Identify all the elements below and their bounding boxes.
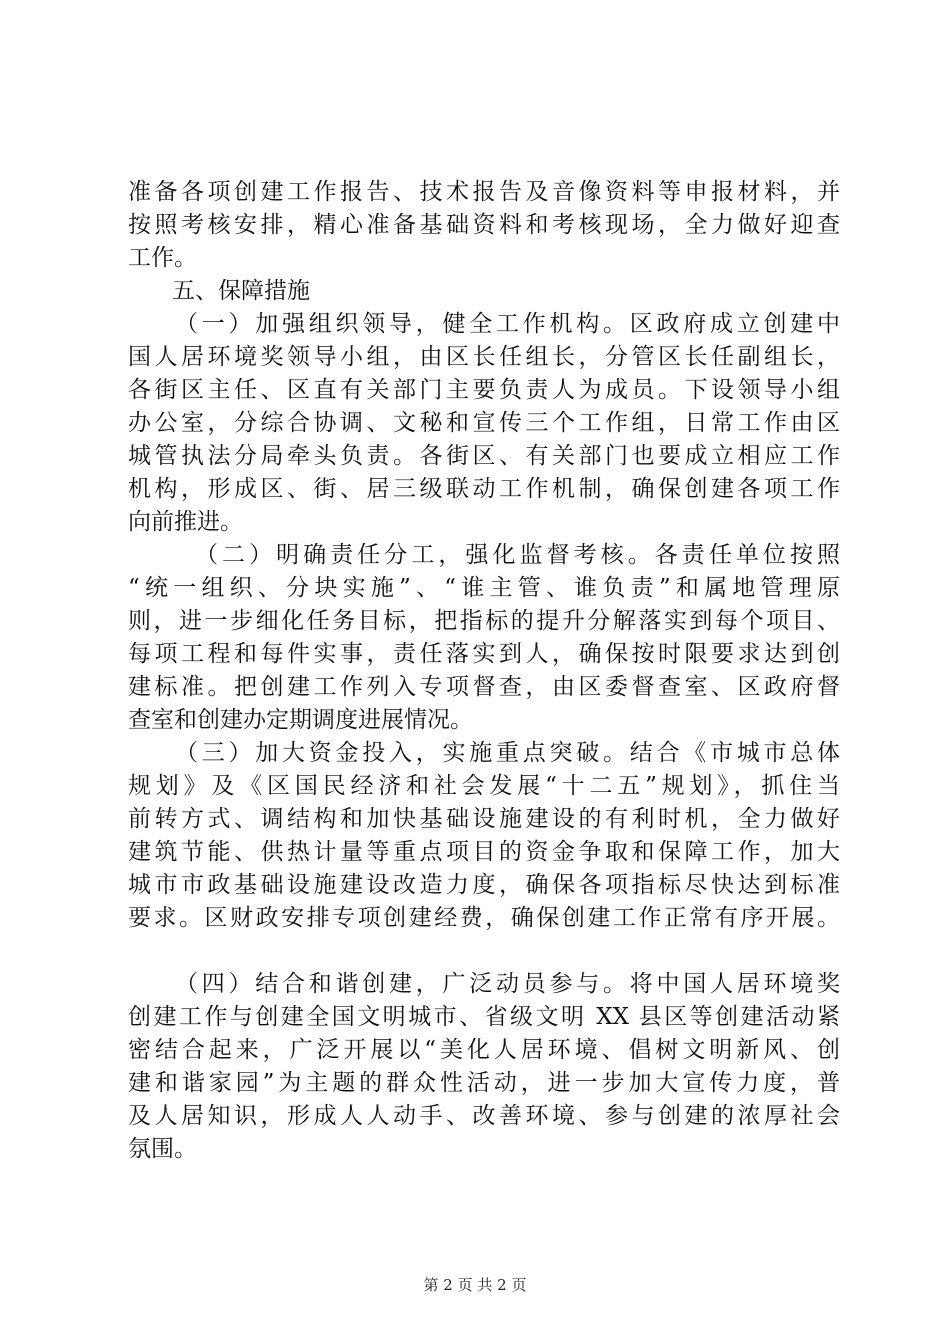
text-line: 各街区主任、区直有关部门主要负责人为成员。下设领导小组 — [128, 377, 840, 403]
text-line: 国人居环境奖领导小组，由区长任组长，分管区长任副组长， — [128, 344, 840, 370]
text-line: 查室和创建办定期调度进展情况。 — [128, 707, 473, 733]
text-line: 密结合起来，广泛开展以“美化人居环境、倡树文明新风、创 — [128, 1037, 840, 1063]
text-line: 氛围。 — [128, 1136, 197, 1162]
text-line: （三）加大资金投入，实施重点突破。结合《市城市总体 — [175, 740, 840, 766]
section-heading: 五、保障措施 — [172, 278, 310, 304]
text-line: 办公室，分综合协调、文秘和宣传三个工作组，日常工作由区 — [128, 410, 840, 436]
text-line: 建和谐家园”为主题的群众性活动，进一步加大宣传力度，普 — [128, 1070, 840, 1096]
text-line: 按照考核安排，精心准备基础资料和考核现场，全力做好迎查 — [128, 212, 840, 238]
text-line: 建标准。把创建工作列入专项督查，由区委督查室、区政府督 — [128, 674, 840, 700]
text-line: 机构，形成区、街、居三级联动工作机制，确保创建各项工作 — [128, 476, 840, 502]
text-line: 城管执法分局牵头负责。各街区、有关部门也要成立相应工作 — [128, 443, 840, 469]
text-line: 工作。 — [128, 245, 197, 271]
text-line: 准备各项创建工作报告、技术报告及音像资料等申报材料，并 — [128, 179, 840, 205]
text-line: 及人居知识，形成人人动手、改善环境、参与创建的浓厚社会 — [128, 1103, 840, 1129]
text-line: （四）结合和谐创建，广泛动员参与。将中国人居环境奖 — [175, 971, 840, 997]
text-line: （一）加强组织领导，健全工作机构。区政府成立创建中 — [175, 311, 840, 337]
text-line: （二）明确责任分工，强化监督考核。各责任单位按照 — [195, 542, 840, 568]
text-line: 建筑节能、供热计量等重点项目的资金争取和保障工作，加大 — [128, 839, 840, 865]
text-line: 向前推进。 — [128, 509, 243, 535]
text-line: 每项工程和每件实事，责任落实到人，确保按时限要求达到创 — [128, 641, 840, 667]
text-line: 创建工作与创建全国文明城市、省级文明 XX 县区等创建活动紧 — [128, 1004, 840, 1030]
text-line: 则，进一步细化任务目标，把指标的提升分解落实到每个项目、 — [128, 608, 840, 634]
text-line: “统一组织、分块实施”、“谁主管、谁负责”和属地管理原 — [128, 575, 840, 601]
text-line: 要求。区财政安排专项创建经费，确保创建工作正常有序开展。 — [128, 905, 840, 931]
text-line: 前转方式、调结构和加快基础设施建设的有利时机，全力做好 — [128, 806, 840, 832]
text-line: 城市市政基础设施建设改造力度，确保各项指标尽快达到标准 — [128, 872, 840, 898]
text-line: 规划》及《区国民经济和社会发展“十二五”规划》，抓住当 — [128, 773, 840, 799]
page-number-footer: 第 2 页 共 2 页 — [423, 1276, 527, 1294]
